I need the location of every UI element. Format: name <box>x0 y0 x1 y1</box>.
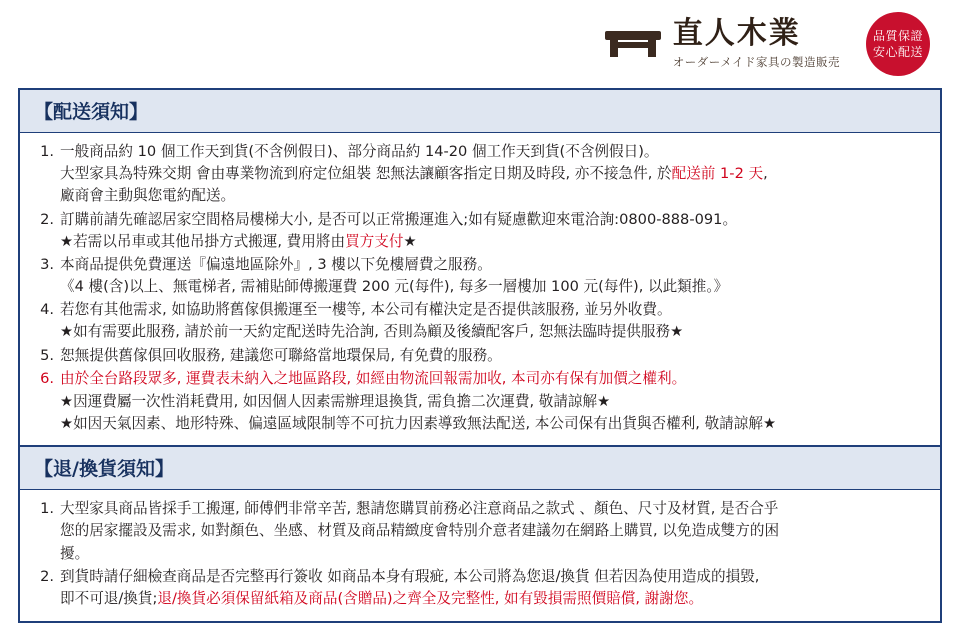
shipping-note: ★因運費屬一次性消耗費用, 如因個人因素需辦理退換貨, 需負擔二次運費, 敬請諒解★ <box>60 392 611 410</box>
shipping-section-body <box>20 133 940 445</box>
list-line-highlight: 即不可退/換貨;退/換貨必須保留紙箱及商品(含贈品)之齊全及完整性, 如有毀損需照價賠償, 謝謝您。 <box>60 589 704 607</box>
returns-section-body <box>20 490 940 621</box>
brand-name: 直人木業 <box>672 16 801 52</box>
quality-seal-badge <box>866 12 930 76</box>
page-header <box>0 0 960 88</box>
list-line: 本商品提供免費運送『偏遠地區除外』, 3 樓以下免樓層費之服務。 <box>60 255 492 273</box>
list-line: 由於全台路段眾多, 運費表未納入之地區路段, 如經由物流回報需加收, 本司亦有保有加價之權利。 <box>60 369 687 387</box>
seal-line-1: 品質保證 <box>872 28 923 43</box>
list-line: 廠商會主動與您電約配送。 <box>60 187 236 205</box>
shipping-list <box>30 141 930 390</box>
list-item <box>30 299 930 343</box>
list-line-highlight: ★若需以吊車或其他吊掛方式搬運, 費用將由買方支付★ <box>60 232 417 250</box>
brand-subtitle: オーダーメイド家具の製造販売 <box>672 54 840 69</box>
list-line: 恕無提供舊傢俱回收服務, 建議您可聯絡當地環保局, 有免費的服務。 <box>60 346 502 364</box>
list-line: 一般商品約 10 個工作天到貨(不含例假日)、部分商品約 14-20 個工作天到貨(不含例假日)。 <box>60 143 659 160</box>
list-line: 《4 樓(含)以上、無電梯者, 需補貼師傅搬運費 200 元(每件), 每多一層樓加 100 元(每件), 以此類推。》 <box>60 278 729 296</box>
list-item <box>30 498 930 565</box>
list-line-highlight: 大型家具為特殊交期 會由專業物流到府定位組裝 恕無法讓顧客指定日期及時段, 亦不接急件, 於配送前 1-2 天, <box>60 165 768 183</box>
wood-table-icon <box>605 29 661 59</box>
shipping-note: ★如因天氣因素、地形特殊、偏遠區域限制等不可抗力因素導致無法配送, 本公司保有出貨與否權利, 敬請諒解★ <box>60 415 777 433</box>
returns-list <box>30 498 930 610</box>
list-item <box>30 345 930 367</box>
brand-logo <box>605 12 930 76</box>
list-item <box>30 566 930 610</box>
list-line: 若您有其他需求, 如協助將舊傢俱搬運至一樓等, 本公司有權決定是否提供該服務, 並另外收費。 <box>60 301 672 319</box>
list-line: 擾。 <box>60 544 90 562</box>
list-item <box>30 368 930 390</box>
list-line: 訂購前請先確認居家空間格局樓梯大小, 是否可以正常搬運進入;如有疑慮歡迎來電洽詢:0800-888-091。 <box>60 210 738 228</box>
brand-text <box>673 18 840 70</box>
list-item <box>30 141 930 208</box>
list-item <box>30 254 930 298</box>
list-item <box>30 209 930 253</box>
notice-panel <box>18 88 942 623</box>
returns-section-title: 【退/換貨須知】 <box>20 445 940 490</box>
list-line: 到貨時請仔細檢查商品是否完整再行簽收 如商品本身有瑕疵, 本公司將為您退/換貨 但若因為使用造成的損毀, <box>60 567 760 585</box>
list-line: 您的居家擺設及需求, 如對顏色、坐感、材質及商品精緻度會特別介意者建議勿在網路上購買, 以免造成雙方的困 <box>60 522 780 540</box>
shipping-section-title: 【配送須知】 <box>20 90 940 133</box>
list-line: 大型家具商品皆採手工搬運, 師傅們非常辛苦, 懇請您購買前務必注意商品之款式 、顏色、尺寸及材質, 是否合乎 <box>60 500 779 518</box>
list-line: ★如有需要此服務, 請於前一天約定配送時先洽詢, 否則為顧及後續配客戶, 恕無法臨時提供服務★ <box>60 323 684 341</box>
seal-line-2: 安心配送 <box>872 45 923 59</box>
